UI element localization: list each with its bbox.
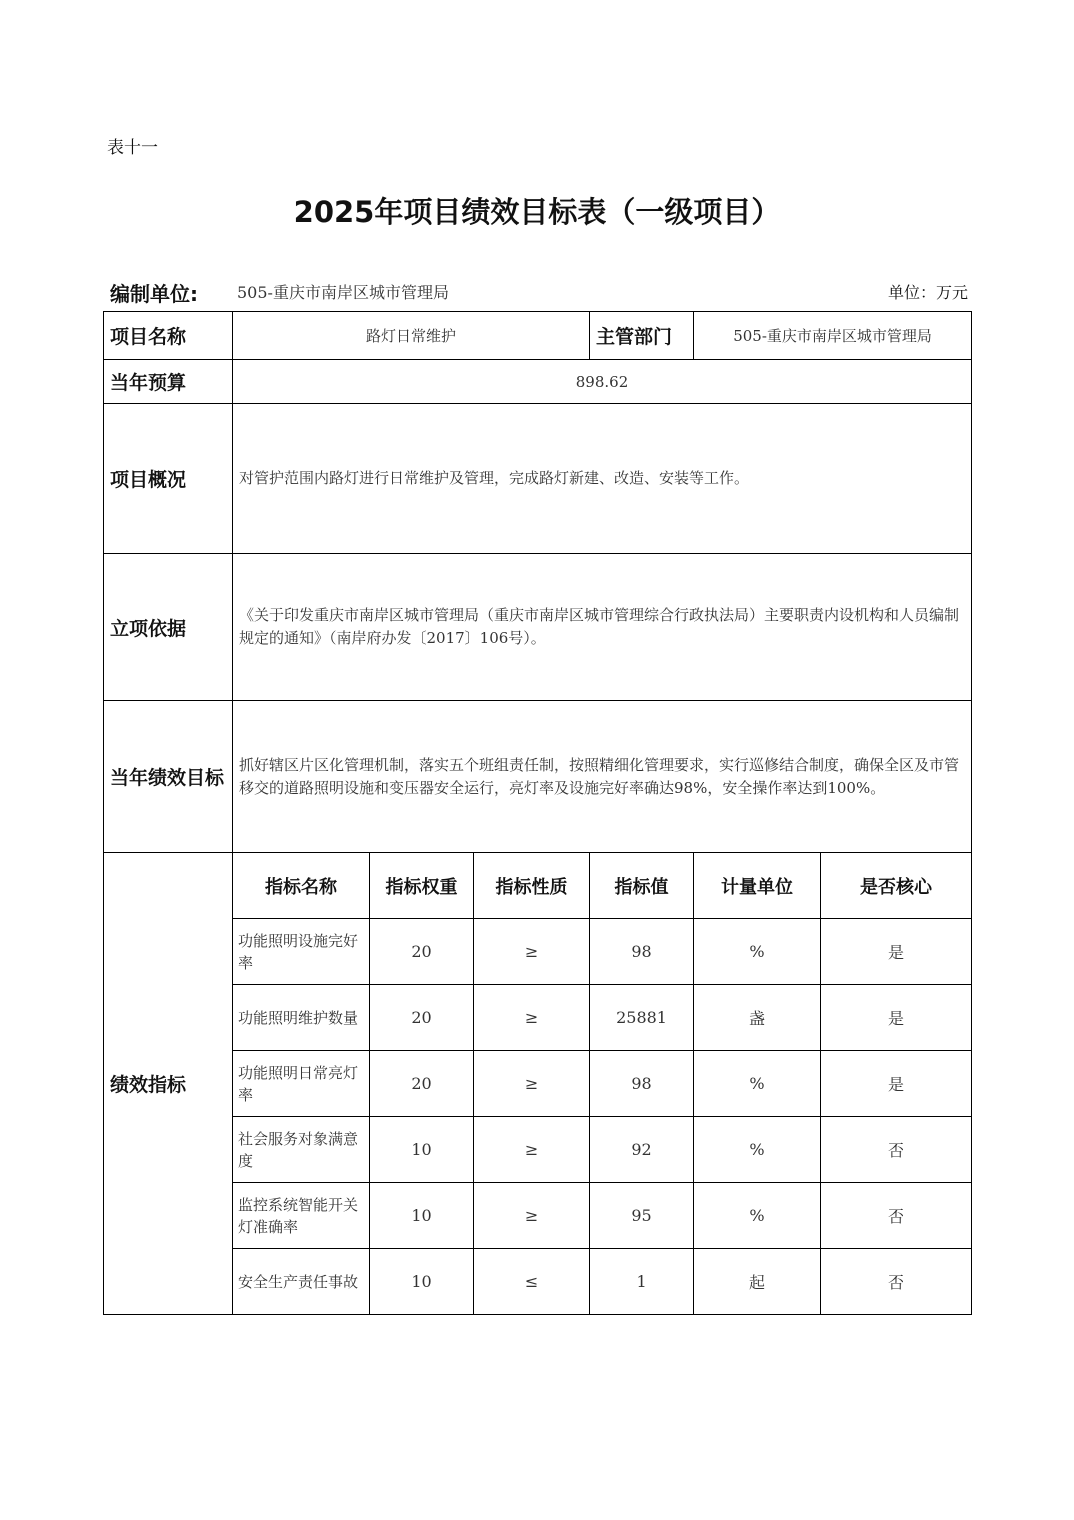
indicator-weight: 10 bbox=[370, 1183, 474, 1249]
basis-key: 立项依据 bbox=[104, 554, 233, 701]
indicator-unit: 盏 bbox=[694, 985, 821, 1051]
indicator-value: 95 bbox=[590, 1183, 694, 1249]
indicator-unit: % bbox=[694, 1183, 821, 1249]
indicator-core: 否 bbox=[821, 1117, 972, 1183]
indicator-value: 25881 bbox=[590, 985, 694, 1051]
table-row bbox=[104, 985, 972, 1051]
dept-value: 505-重庆市南岸区城市管理局 bbox=[694, 312, 972, 360]
indicators-key: 绩效指标 bbox=[104, 853, 233, 1315]
table-row bbox=[104, 1183, 972, 1249]
indicator-weight: 10 bbox=[370, 1249, 474, 1315]
indicator-header: 指标性质 bbox=[474, 853, 590, 919]
indicator-weight: 10 bbox=[370, 1117, 474, 1183]
document-label: 表十一 bbox=[107, 138, 158, 158]
org-key: 编制单位: bbox=[110, 282, 198, 306]
table-row bbox=[104, 919, 972, 985]
basis-value: 《关于印发重庆市南岸区城市管理局（重庆市南岸区城市管理综合行政执法局）主要职责内设机构和人员编制规定的通知》（南岸府办发〔2017〕106号）。 bbox=[233, 554, 972, 701]
org-value: 505-重庆市南岸区城市管理局 bbox=[237, 283, 449, 302]
indicator-nature: ≥ bbox=[474, 1183, 590, 1249]
goal-key: 当年绩效目标 bbox=[104, 701, 233, 853]
indicator-unit: % bbox=[694, 1117, 821, 1183]
indicator-weight: 20 bbox=[370, 1051, 474, 1117]
indicator-header: 计量单位 bbox=[694, 853, 821, 919]
indicator-header: 指标值 bbox=[590, 853, 694, 919]
indicator-unit: 起 bbox=[694, 1249, 821, 1315]
indicator-value: 98 bbox=[590, 1051, 694, 1117]
indicator-nature: ≥ bbox=[474, 1051, 590, 1117]
indicator-value: 98 bbox=[590, 919, 694, 985]
indicator-core: 否 bbox=[821, 1249, 972, 1315]
table-row bbox=[104, 1117, 972, 1183]
table-row bbox=[104, 1249, 972, 1315]
overview-key: 项目概况 bbox=[104, 404, 233, 554]
indicator-header: 指标名称 bbox=[233, 853, 370, 919]
goal-value: 抓好辖区片区化管理机制，落实五个班组责任制，按照精细化管理要求，实行巡修结合制度，确保全区及市管移交的道路照明设施和变压器安全运行，亮灯率及设施完好率确达98%，安全操作率达到100%。 bbox=[233, 701, 972, 853]
page-title: 2025年项目绩效目标表（一级项目） bbox=[293, 195, 781, 229]
indicator-weight: 20 bbox=[370, 985, 474, 1051]
indicator-nature: ≥ bbox=[474, 1117, 590, 1183]
indicator-core: 是 bbox=[821, 985, 972, 1051]
indicator-name: 社会服务对象满意度 bbox=[233, 1117, 370, 1183]
project-name-key: 项目名称 bbox=[104, 312, 233, 360]
indicator-core: 是 bbox=[821, 919, 972, 985]
indicator-value: 92 bbox=[590, 1117, 694, 1183]
performance-table bbox=[103, 311, 972, 1315]
indicator-name: 安全生产责任事故 bbox=[233, 1249, 370, 1315]
unit-label: 单位：万元 bbox=[887, 283, 968, 302]
indicator-nature: ≥ bbox=[474, 919, 590, 985]
dept-key: 主管部门 bbox=[590, 312, 694, 360]
indicator-name: 功能照明日常亮灯率 bbox=[233, 1051, 370, 1117]
budget-key: 当年预算 bbox=[104, 360, 233, 404]
table-row bbox=[104, 1051, 972, 1117]
budget-value: 898.62 bbox=[233, 360, 972, 404]
indicator-weight: 20 bbox=[370, 919, 474, 985]
indicator-name: 功能照明设施完好率 bbox=[233, 919, 370, 985]
project-name-value: 路灯日常维护 bbox=[233, 312, 590, 360]
indicator-nature: ≤ bbox=[474, 1249, 590, 1315]
org-row bbox=[107, 278, 971, 306]
indicator-unit: % bbox=[694, 1051, 821, 1117]
indicator-name: 监控系统智能开关灯准确率 bbox=[233, 1183, 370, 1249]
indicator-header: 是否核心 bbox=[821, 853, 972, 919]
indicator-value: 1 bbox=[590, 1249, 694, 1315]
indicator-header: 指标权重 bbox=[370, 853, 474, 919]
overview-value: 对管护范围内路灯进行日常维护及管理，完成路灯新建、改造、安装等工作。 bbox=[233, 404, 972, 554]
indicator-nature: ≥ bbox=[474, 985, 590, 1051]
indicator-core: 是 bbox=[821, 1051, 972, 1117]
indicator-name: 功能照明维护数量 bbox=[233, 985, 370, 1051]
indicator-unit: % bbox=[694, 919, 821, 985]
indicator-core: 否 bbox=[821, 1183, 972, 1249]
